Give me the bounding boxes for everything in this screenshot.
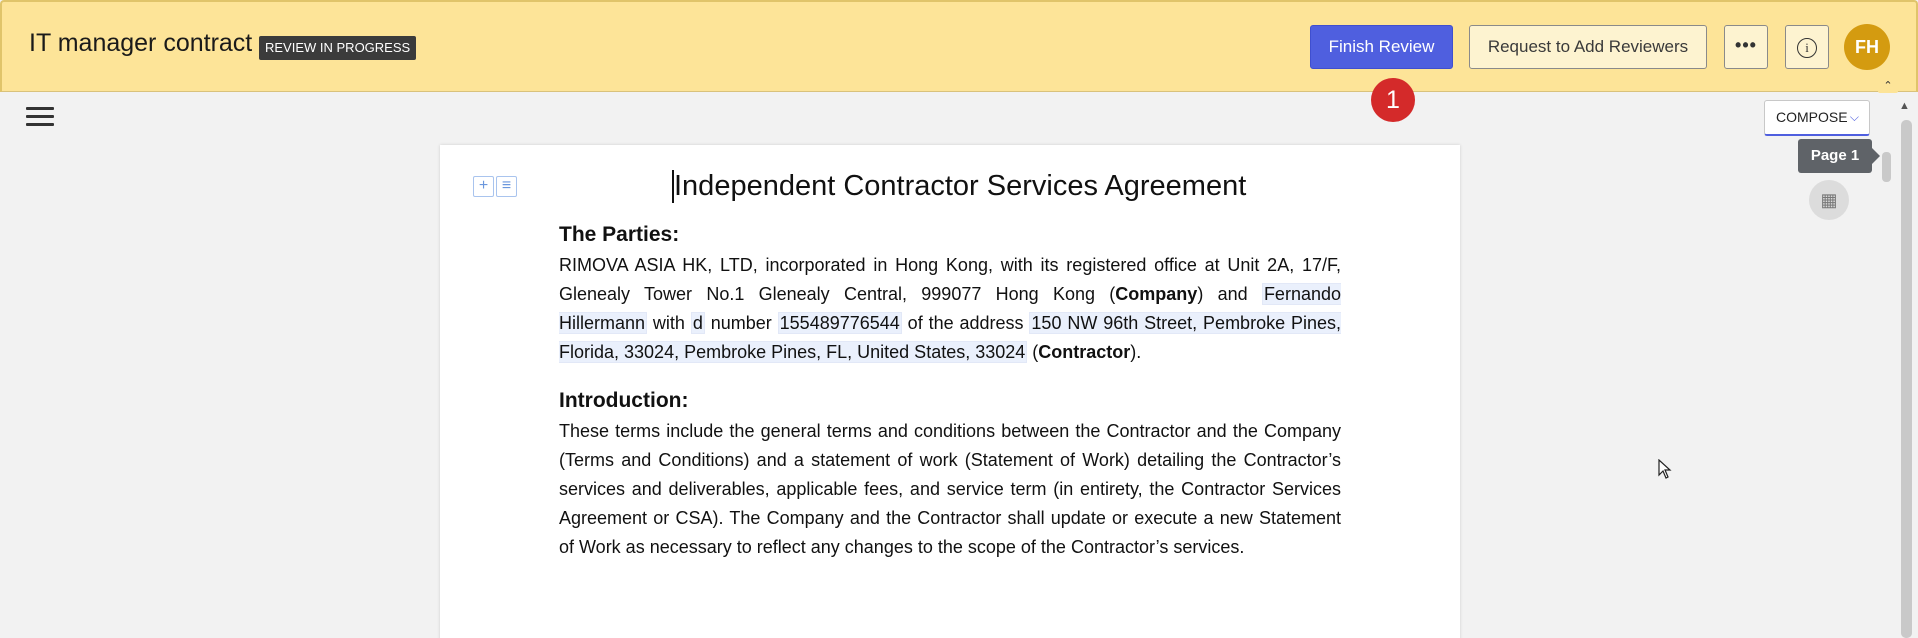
- page-indicator: Page 1: [1798, 139, 1872, 173]
- info-icon: i: [1797, 38, 1817, 58]
- more-options-button[interactable]: [1724, 25, 1768, 69]
- chevron-down-icon: ⌵: [1849, 110, 1859, 124]
- document-title: IT manager contract: [29, 29, 253, 57]
- id-number-field[interactable]: 155489776544: [779, 313, 900, 333]
- mouse-cursor-icon: [1658, 459, 1672, 479]
- parties-title: The Parties:: [559, 223, 680, 246]
- contractor-name-field[interactable]: Fernando Hillermann: [559, 284, 1341, 333]
- document-heading: Independent Contractor Services Agreement: [674, 170, 1247, 202]
- block-tools: [473, 176, 519, 197]
- id-type-field[interactable]: d: [692, 313, 703, 333]
- compose-label: COMPOSE: [1776, 109, 1848, 125]
- scroll-up-icon[interactable]: ▲: [1899, 100, 1910, 112]
- address-field[interactable]: 150 NW 96th Street, Pembroke Pines, Florida, 33024, Pembroke Pines, FL, United States, 33024: [559, 313, 1341, 362]
- layout-icon[interactable]: ▦: [1809, 180, 1849, 220]
- introduction-title: Introduction:: [559, 389, 689, 412]
- step-badge: 1: [1371, 78, 1415, 122]
- introduction-paragraph: These terms include the general terms and conditions between the Contractor and the Company (Terms and Conditions) and a statement of work (Statement of Work) detailing the Contractor’s services and deliverables, applicable fees, and service term (in entirety, the Contractor Services Agreement or CSA). The Company and the Contractor shall update or execute a new Statement of Work as necessary to reflect any changes to the scope of the Contractor’s services.: [559, 421, 1341, 557]
- menu-icon[interactable]: [26, 107, 54, 129]
- request-reviewers-button[interactable]: Request to Add Reviewers: [1469, 25, 1707, 69]
- finish-review-button[interactable]: Finish Review: [1310, 25, 1453, 69]
- status-badge: REVIEW IN PROGRESS: [259, 36, 416, 60]
- scrollbar[interactable]: [1901, 120, 1912, 638]
- header-bar: [0, 0, 1918, 92]
- user-avatar[interactable]: FH: [1844, 24, 1890, 70]
- page-scroll-thumb[interactable]: [1882, 152, 1891, 182]
- add-block-icon[interactable]: +: [473, 176, 494, 197]
- align-icon[interactable]: ≡: [496, 176, 517, 197]
- info-button[interactable]: [1785, 25, 1829, 69]
- collapse-header-icon[interactable]: ⌃: [1878, 80, 1898, 93]
- parties-paragraph: RIMOVA ASIA HK, LTD, incorporated in Hong Kong, with its registered office at Unit 2A, 17/F, Glenealy Tower No.1 Glenealy Central, 999077 Hong Kong (Company) and Fernando Hillermann with d number 155489776544 of the address 150 NW 96th Street, Pembroke Pines, Florida, 33024, Pembroke Pines, FL, United States, 33024 (Contractor).: [559, 255, 1341, 362]
- more-icon: •••: [1735, 35, 1757, 55]
- document-content[interactable]: [559, 170, 1341, 562]
- compose-dropdown[interactable]: [1764, 100, 1870, 136]
